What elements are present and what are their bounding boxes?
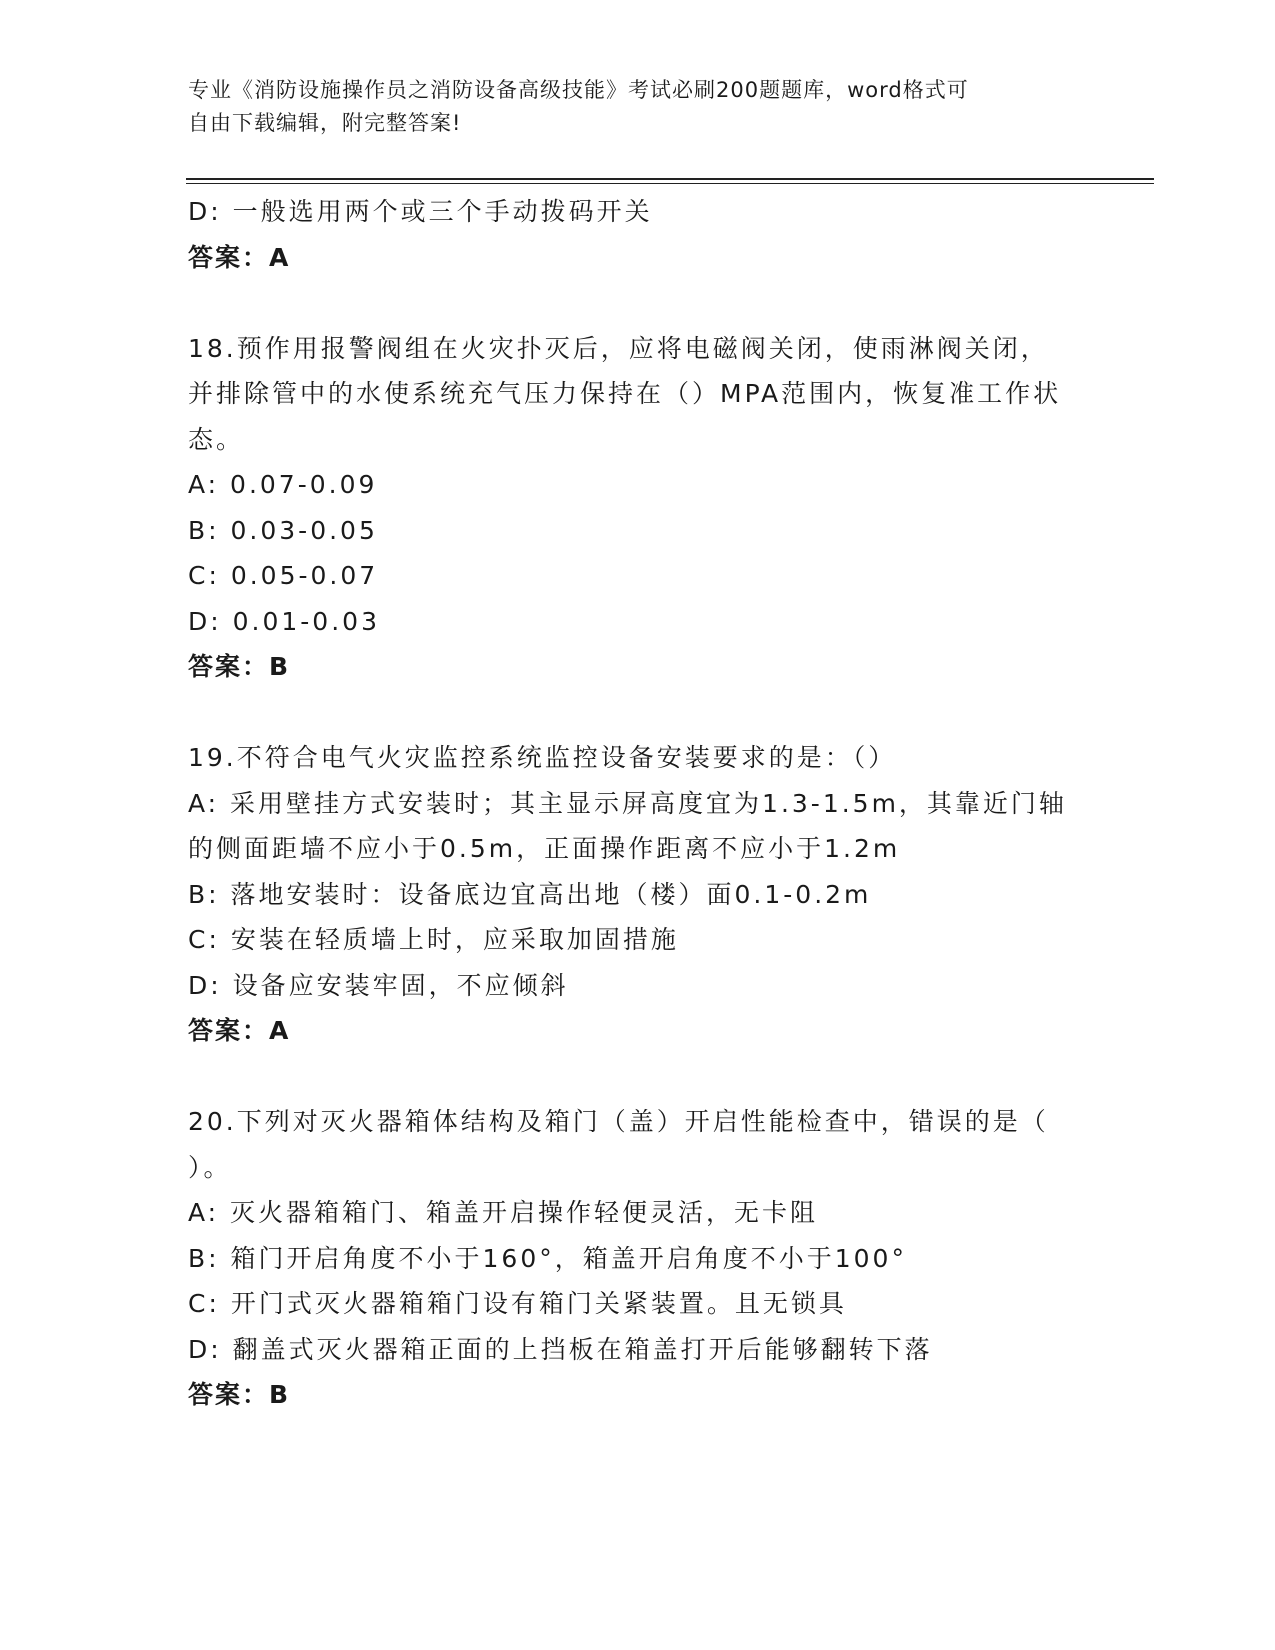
question-18 <box>188 326 1088 690</box>
question-20 <box>188 1099 1088 1418</box>
question-stem-line: ）。 <box>188 1152 232 1182</box>
header-divider-thick <box>186 178 1154 180</box>
question-stem-line: 态。 <box>188 424 245 454</box>
option-a: A: 0.07-0.09 <box>188 470 378 499</box>
option-c: C: 0.05-0.07 <box>188 561 379 590</box>
question-stem-line: 并排除管中的水使系统充气压力保持在（）MPA范围内，恢复准工作状 <box>188 379 1062 408</box>
option-c: C: 安装在轻质墙上时，应采取加固措施 <box>188 925 679 954</box>
header-divider-thin <box>186 183 1154 184</box>
option-b: B: 箱门开启角度不小于160°，箱盖开启角度不小于100° <box>188 1243 907 1273</box>
spacer <box>188 1054 1088 1100</box>
question-stem-line: 19.不符合电气火灾监控系统监控设备安装要求的是：（） <box>188 743 897 772</box>
header-line-1: 专业《消防设施操作员之消防设备高级技能》考试必刷200题题库，word格式可 <box>188 78 969 102</box>
spacer <box>188 280 1088 326</box>
option-b: B: 0.03-0.05 <box>188 515 378 545</box>
option-a: A: 采用壁挂方式安装时；其主显示屏高度宜为1.3-1.5m，其靠近门轴 <box>188 788 1067 818</box>
spacer <box>188 690 1088 736</box>
answer: 答案：A <box>188 1016 291 1045</box>
option-d: D: 0.01-0.03 <box>188 606 380 636</box>
answer: 答案：B <box>188 652 291 681</box>
continued-option-d: D: 一般选用两个或三个手动拨码开关 <box>188 197 653 226</box>
question-list <box>188 189 1088 1418</box>
option-d: D: 设备应安装牢固，不应倾斜 <box>188 970 569 1000</box>
continued-answer: 答案：A <box>188 242 291 272</box>
option-b: B: 落地安装时：设备底边宜高出地（楼）面0.1-0.2m <box>188 879 872 909</box>
option-d: D: 翻盖式灭火器箱正面的上挡板在箱盖打开后能够翻转下落 <box>188 1334 933 1364</box>
question-stem-line: 18.预作用报警阀组在火灾扑灭后，应将电磁阀关闭，使雨淋阀关闭， <box>188 333 1049 363</box>
option-a-continued: 的侧面距墙不应小于0.5m，正面操作距离不应小于1.2m <box>188 834 901 863</box>
page-header <box>188 74 1088 140</box>
question-19 <box>188 735 1088 1054</box>
answer: 答案：B <box>188 1380 291 1409</box>
header-line-2: 自由下载编辑，附完整答案! <box>188 111 462 135</box>
option-c: C: 开门式灭火器箱箱门设有箱门关紧装置。且无锁具 <box>188 1289 847 1318</box>
question-stem-line: 20.下列对灭火器箱体结构及箱门（盖）开启性能检查中，错误的是（ <box>188 1107 1049 1136</box>
option-a: A: 灭火器箱箱门、箱盖开启操作轻便灵活，无卡阻 <box>188 1198 819 1227</box>
